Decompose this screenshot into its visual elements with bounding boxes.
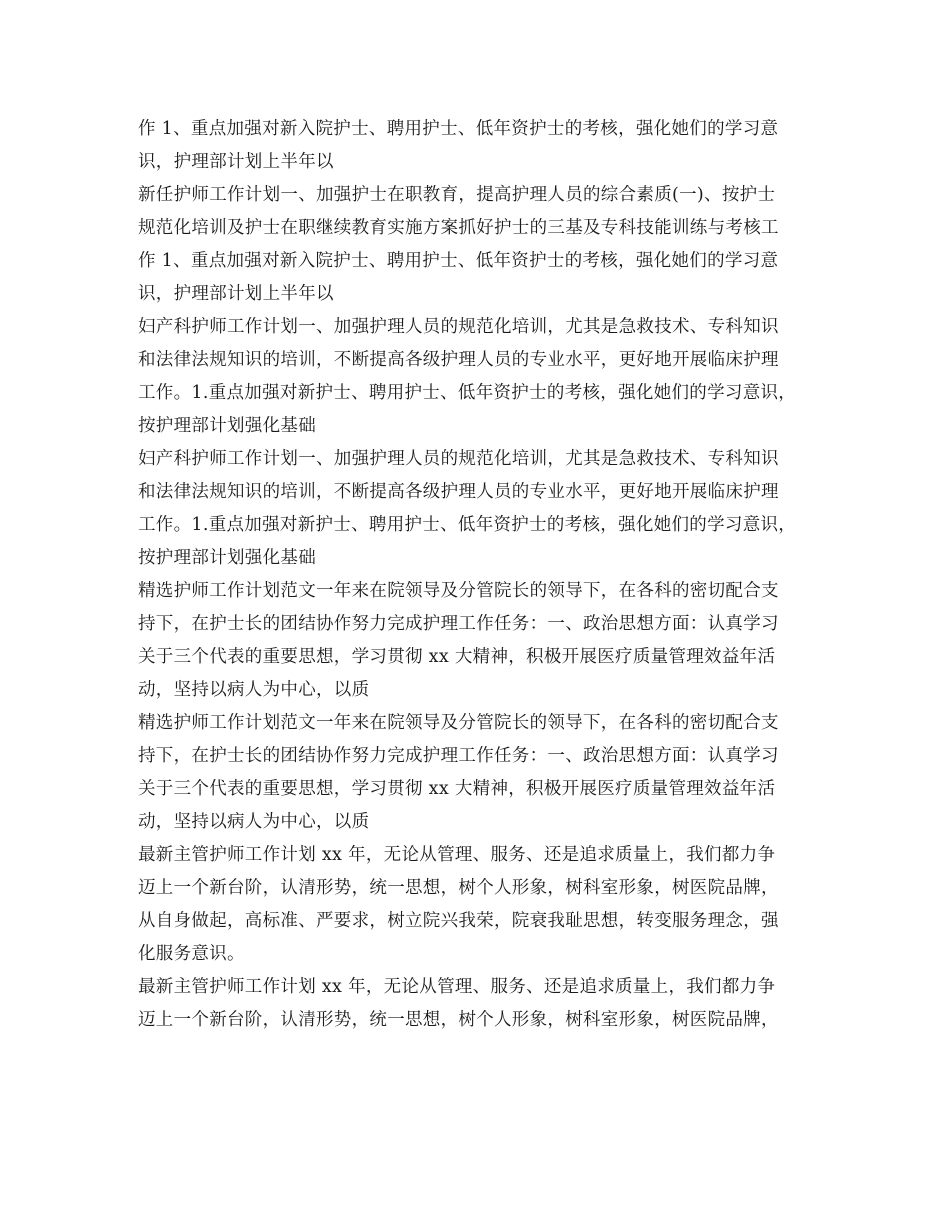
text-line: 妇产科护师工作计划一、加强护理人员的规范化培训，尤其是急救技术、专科知识 xyxy=(138,317,779,337)
text-line: 新任护师工作计划一、加强护士在职教育，提高护理人员的综合素质(一)、按护士 xyxy=(138,185,776,205)
text-line: 持下，在护士长的团结协作努力完成护理工作任务：一、政治思想方面：认真学习 xyxy=(138,614,779,634)
text-line: 和法律法规知识的培训，不断提高各级护理人员的专业水平，更好地开展临床护理 xyxy=(138,482,779,502)
text-line: 动，坚持以病人为中心，以质 xyxy=(138,812,370,832)
text-line: 动，坚持以病人为中心，以质 xyxy=(138,680,370,700)
text-line: 妇产科护师工作计划一、加强护理人员的规范化培训，尤其是急救技术、专科知识 xyxy=(138,449,779,469)
text-line: 关于三个代表的重要思想，学习贯彻 xx 大精神，积极开展医疗质量管理效益年活 xyxy=(138,779,776,799)
text-line: 精选护师工作计划范文一年来在院领导及分管院长的领导下，在各科的密切配合支 xyxy=(138,581,779,601)
text-line: 和法律法规知识的培训，不断提高各级护理人员的专业水平，更好地开展临床护理 xyxy=(138,350,779,370)
text-line: 最新主管护师工作计划 xx 年，无论从管理、服务、还是追求质量上，我们都力争 xyxy=(138,977,776,997)
text-line: 关于三个代表的重要思想，学习贯彻 xx 大精神，积极开展医疗质量管理效益年活 xyxy=(138,647,776,667)
text-line: 按护理部计划强化基础 xyxy=(138,548,316,568)
text-line: 识，护理部计划上半年以 xyxy=(138,152,334,172)
text-line: 化服务意识。 xyxy=(138,944,245,964)
text-line: 从自身做起，高标准、严要求，树立院兴我荣，院衰我耻思想，转变服务理念，强 xyxy=(138,911,779,931)
text-line: 迈上一个新台阶，认清形势，统一思想，树个人形象，树科室形象，树医院品牌， xyxy=(138,1010,779,1030)
text-line: 作 1、重点加强对新入院护士、聘用护士、低年资护士的考核，强化她们的学习意 xyxy=(138,119,779,139)
text-line: 工作。1.重点加强对新护士、聘用护士、低年资护士的考核，强化她们的学习意识， xyxy=(138,383,797,403)
text-line: 作 1、重点加强对新入院护士、聘用护士、低年资护士的考核，强化她们的学习意 xyxy=(138,251,779,271)
document-body xyxy=(138,113,828,1037)
text-line: 按护理部计划强化基础 xyxy=(138,416,316,436)
text-line: 工作。1.重点加强对新护士、聘用护士、低年资护士的考核，强化她们的学习意识， xyxy=(138,515,797,535)
text-line: 迈上一个新台阶，认清形势，统一思想，树个人形象，树科室形象，树医院品牌， xyxy=(138,878,779,898)
text-line: 精选护师工作计划范文一年来在院领导及分管院长的领导下，在各科的密切配合支 xyxy=(138,713,779,733)
text-line: 规范化培训及护士在职继续教育实施方案抓好护士的三基及专科技能训练与考核工 xyxy=(138,218,779,238)
text-line: 持下，在护士长的团结协作努力完成护理工作任务：一、政治思想方面：认真学习 xyxy=(138,746,779,766)
text-line: 最新主管护师工作计划 xx 年，无论从管理、服务、还是追求质量上，我们都力争 xyxy=(138,845,776,865)
text-line: 识，护理部计划上半年以 xyxy=(138,284,334,304)
